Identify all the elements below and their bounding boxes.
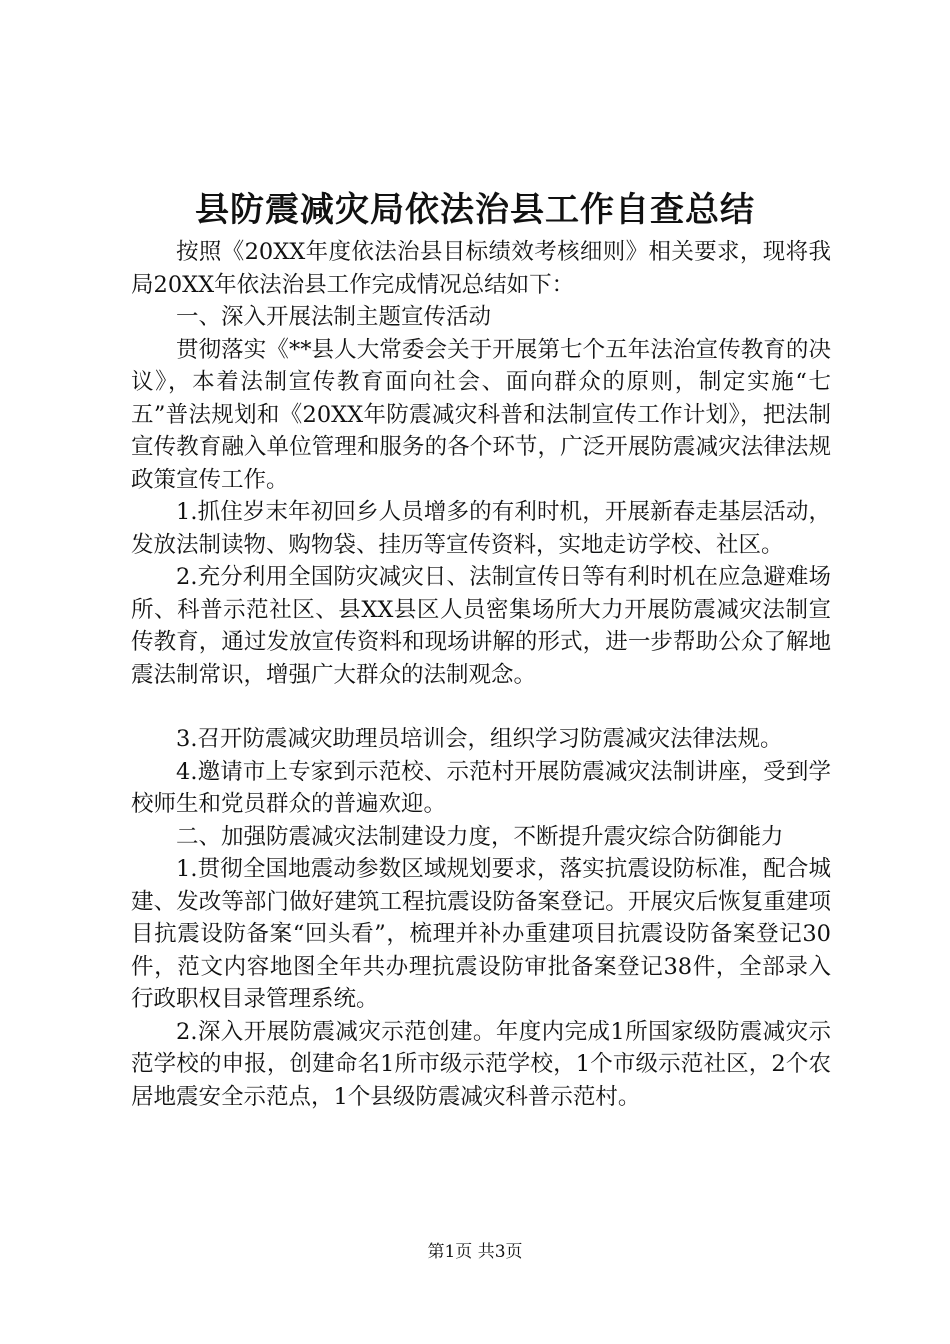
page-number: 第1页 共3页 <box>427 1242 523 1262</box>
list-item: 3.召开防震减灾助理员培训会，组织学习防震减灾法律法规。 <box>176 726 783 752</box>
list-item: 2.充分利用全国防灾减灾日、法制宣传日等有利时机在应急避难场所、科普示范社区、县XX县区人员密集场所大力开展防震减灾法制宣传教育，通过发放宣传资料和现场讲解的形式，进一步帮助公众了解地震法制常识，增强广大群众的法制观念。 <box>131 564 831 688</box>
document-body <box>131 236 831 1113</box>
list-item: 1.抓住岁末年初回乡人员增多的有利时机，开展新春走基层活动，发放法制读物、购物袋、挂历等宣传资料，实地走访学校、社区。 <box>131 499 831 558</box>
list-item: 2.深入开展防震减灾示范创建。年度内完成1所国家级防震减灾示范学校的申报，创建命名1所市级示范学校，1个市级示范社区，2个农居地震安全示范点，1个县级防震减灾科普示范村。 <box>131 1018 831 1110</box>
section-heading-2: 二、加强防震减灾法制建设力度，不断提升震灾综合防御能力 <box>176 823 784 850</box>
paragraph: 贯彻落实《**县人大常委会关于开展第七个五年法治宣传教育的决议》，本着法制宣传教育面向社会、面向群众的原则，制定实施“七五”普法规划和《20XX年防震减灾科普和法制宣传工作计划》，把法制宣传教育融入单位管理和服务的各个环节，广泛开展防震减灾法律法规政策宣传工作。 <box>131 336 831 493</box>
list-item: 4.邀请市上专家到示范校、示范村开展防震减灾法制讲座，受到学校师生和党员群众的普遍欢迎。 <box>131 758 831 817</box>
section-heading-1: 一、深入开展法制主题宣传活动 <box>176 304 492 330</box>
document-title: 县防震减灾局依法治县工作自查总结 <box>195 190 755 230</box>
paragraph-intro: 按照《20XX年度依法治县目标绩效考核细则》相关要求，现将我局20XX年依法治县工作完成情况总结如下： <box>131 239 831 298</box>
list-item: 1.贯彻全国地震动参数区域规划要求，落实抗震设防标准，配合城建、发改等部门做好建筑工程抗震设防备案登记。开展灾后恢复重建项目抗震设防备案“回头看”，梳理并补办重建项目抗震设防备案登记30件，范文内容地图全年共办理抗震设防审批备案登记38件，全部录入行政职权目录管理系统。 <box>131 856 831 1012</box>
